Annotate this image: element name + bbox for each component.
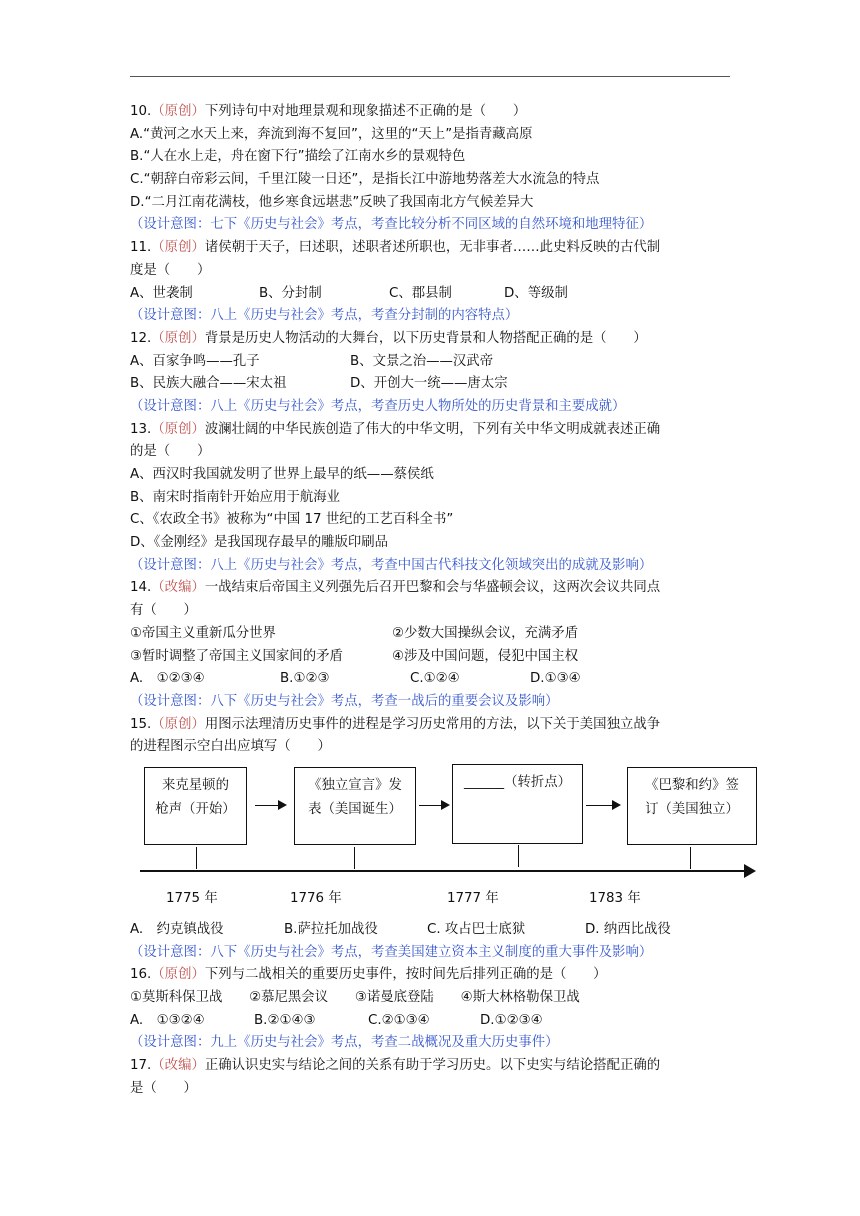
question-11-options	[130, 283, 730, 306]
question-12-options-row2	[130, 373, 730, 396]
question-15-stem: 15.（原创）用图示法理清历史事件的进程是学习历史常用的方法，以下关于美国独立战争	[130, 716, 661, 732]
option-b: B.②①④③	[254, 1012, 316, 1028]
design-intent: （设计意图：七下《历史与社会》考点，考查比较分析不同区域的自然环境和地理特征）	[130, 217, 653, 233]
timeline-diagram	[130, 759, 739, 919]
question-15-stem-cont: 的进程图示空白出应填写（ ）	[130, 739, 331, 755]
source-tag: （改编）	[151, 1058, 205, 1074]
question-17-stem: 17.（改编）正确认识史实与结论之间的关系有助于学习历史。以下史实与结论搭配正确的	[130, 1058, 661, 1074]
timeline-box-3: ______（转折点）	[452, 764, 583, 844]
option-d: D.“二月江南花满枝，他乡寒食远堪悲”反映了我国南北方气候差异大	[130, 194, 534, 210]
option-c: C. 攻占巴士底狱	[427, 921, 526, 937]
option-d: D、等级制	[504, 285, 568, 301]
arrow-head-icon	[744, 864, 756, 878]
option-b: B、文景之治——汉武帝	[350, 353, 494, 369]
option-a: A. 约克镇战役	[130, 921, 224, 937]
option-a: A、世袭制	[130, 285, 193, 301]
option-b: B.“人在水上走，舟在窗下行”描绘了江南水乡的景观特色	[130, 149, 466, 165]
year-label: 1783 年	[589, 890, 641, 906]
timeline-tick	[354, 847, 355, 869]
question-16-options	[130, 1010, 730, 1033]
question-10-stem: 10.（原创）下列诗句中对地理景观和现象描述不正确的是（ ）	[130, 104, 527, 119]
exam-document	[130, 101, 739, 1100]
source-tag: （改编）	[151, 580, 205, 596]
option-d: D.①③④	[530, 671, 581, 687]
design-intent: （设计意图：八上《历史与社会》考点，考查中国古代科技文化领域突出的成就及影响）	[130, 557, 653, 573]
source-tag: （原创）	[151, 421, 205, 437]
option-c: C、郡县制	[389, 285, 452, 301]
statement-item: ③暂时调整了帝国主义国家间的矛盾	[130, 648, 343, 664]
option-c: C.“朝辞白帝彩云间，千里江陵一日还”，是指长江中游地势落差大水流急的特点	[130, 172, 600, 188]
design-intent: （设计意图：八下《历史与社会》考点，考查美国建立资本主义制度的重大事件及影响）	[130, 944, 653, 960]
timeline-box-1: 来克星顿的 枪声（开始）	[144, 767, 247, 845]
option-c: C.②①③④	[368, 1012, 430, 1028]
statement-item: ②少数大国操纵会议，充满矛盾	[392, 625, 579, 641]
year-label: 1776 年	[290, 890, 342, 906]
source-tag: （原创）	[151, 330, 205, 346]
statement-item: ④涉及中国问题，侵犯中国主权	[392, 648, 579, 664]
timeline-tick	[690, 847, 691, 869]
statement-item: ①帝国主义重新瓜分世界	[130, 625, 276, 641]
option-a: A、百家争鸣——孔子	[130, 353, 260, 369]
header-rule	[130, 76, 730, 77]
timeline-tick	[196, 847, 197, 869]
arrow-icon	[419, 805, 448, 806]
source-tag: （原创）	[151, 104, 205, 119]
option-d: D、《金刚经》是我国现存最早的雕版印刷品	[130, 535, 389, 551]
option-c: C、《农政全书》被称为“中国 17 世纪的工艺百科全书”	[130, 512, 454, 528]
design-intent: （设计意图：八下《历史与社会》考点，考查一战后的重要会议及影响）	[130, 693, 559, 709]
question-14-items-row2	[130, 646, 730, 669]
question-15-options	[130, 919, 730, 942]
year-label: 1775 年	[166, 890, 218, 906]
option-b: B、分封制	[259, 285, 322, 301]
year-label: 1777 年	[447, 890, 499, 906]
question-11-stem-cont: 度是（ ）	[130, 262, 211, 278]
option-d: D. 纳西比战役	[585, 921, 671, 937]
source-tag: （原创）	[151, 716, 205, 732]
source-tag: （原创）	[151, 240, 205, 256]
timeline-box-2: 《独立宣言》发 表（美国诞生）	[294, 767, 416, 845]
option-b: B、南宋时指南针开始应用于航海业	[130, 489, 341, 505]
question-16-stem: 16.（原创）下列与二战相关的重要历史事件，按时间先后排列正确的是（ ）	[130, 967, 607, 983]
question-14-options	[130, 668, 730, 691]
question-14-stem-cont: 有（ ）	[130, 603, 197, 619]
option-a: A、西汉时我国就发明了世界上最早的纸——蔡侯纸	[130, 467, 434, 482]
option-b: B.①②③	[280, 671, 330, 687]
timeline-box-4: 《巴黎和约》签 订（美国独立）	[627, 767, 757, 845]
question-11-stem: 11.（原创）诸侯朝于天子，曰述职，述职者述所职也，无非事者……此史料反映的古代制	[130, 240, 661, 256]
option-a: A.“黄河之水天上来，奔流到海不复回”，这里的“天上”是指青藏高原	[130, 126, 533, 142]
design-intent: （设计意图：九上《历史与社会》考点，考查二战概况及重大历史事件）	[130, 1035, 559, 1051]
design-intent: （设计意图：八上《历史与社会》考点，考查历史人物所处的历史背景和主要成就）	[130, 398, 626, 414]
option-b: B.萨拉托加战役	[284, 921, 378, 937]
question-12-options-row1	[130, 351, 730, 374]
question-17-stem-cont: 是（ ）	[130, 1080, 197, 1096]
question-14-items-row1	[130, 623, 730, 646]
design-intent: （设计意图：八上《历史与社会》考点，考查分封制的内容特点）	[130, 308, 519, 324]
question-12-stem: 12.（原创）背景是历史人物活动的大舞台，以下历史背景和人物搭配正确的是（ ）	[130, 330, 647, 346]
arrow-icon	[586, 805, 619, 806]
question-16-items: ①莫斯科保卫战 ②慕尼黑会议 ③诺曼底登陆 ④斯大林格勒保卫战	[130, 990, 580, 1005]
question-13-stem: 13.（原创）波澜壮阔的中华民族创造了伟大的中华文明，下列有关中华文明成就表述正确	[130, 421, 661, 437]
option-d: D、开创大一统——唐太宗	[350, 376, 508, 392]
option-a: A. ①②③④	[130, 671, 205, 687]
option-c: B、民族大融合——宋太祖	[130, 376, 287, 392]
option-a: A. ①③②④	[130, 1012, 205, 1028]
timeline-tick	[518, 845, 519, 867]
source-tag: （原创）	[151, 967, 205, 983]
question-13-stem-cont: 的是（ ）	[130, 444, 211, 460]
question-14-stem: 14.（改编）一战结束后帝国主义列强先后召开巴黎和会与华盛顿会议，这两次会议共同点	[130, 580, 661, 596]
option-c: C.①②④	[410, 671, 460, 687]
option-d: D.①②③④	[480, 1012, 543, 1028]
timeline-axis	[140, 870, 748, 872]
arrow-icon	[255, 805, 285, 806]
